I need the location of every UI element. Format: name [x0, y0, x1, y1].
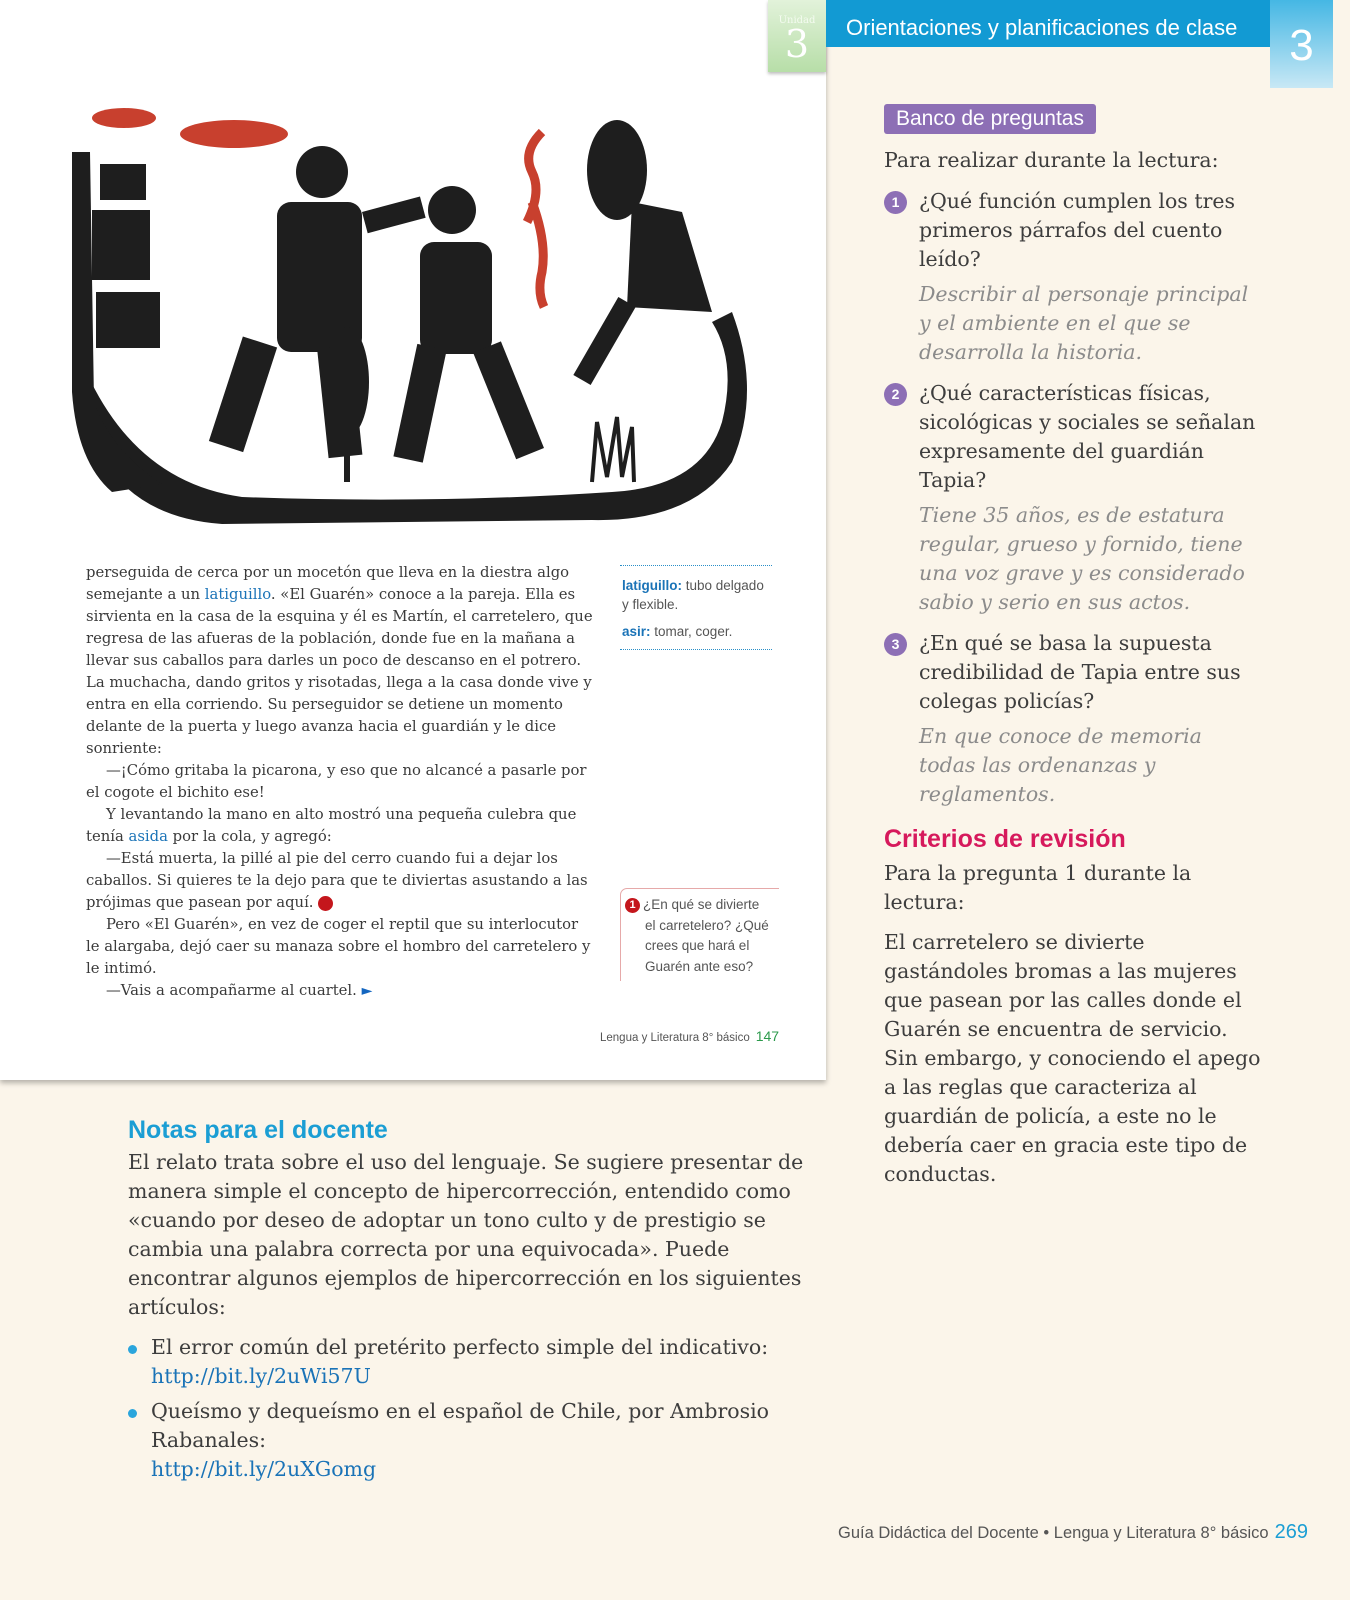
question-bank-lead: Para realizar durante la lectura: [884, 148, 1219, 172]
story-paragraph-4 [86, 848, 596, 914]
question-number: 3 [884, 633, 907, 656]
story-paragraph-3 [86, 804, 596, 848]
story-text-span: —Está muerta, la pillé al pie del cerro cuando fui a dejar los caballos. Si quieres te la dejo para que te diviertas asustando a las prójimas que pasean por aquí. [86, 850, 588, 911]
notes-bullet-text: Queísmo y dequeísmo en el español de Chile, por Ambrosio Rabanales: [151, 1399, 770, 1452]
guide-page-number: 269 [1274, 1521, 1308, 1543]
red-clouds [92, 108, 288, 148]
story-paragraph-1 [86, 562, 596, 760]
grass [592, 417, 634, 482]
side-question [620, 888, 779, 981]
cloud-small [92, 108, 156, 128]
story-text-span: Y levantando la mano en alto mostró una pequeña culebra que tenía [86, 806, 577, 845]
question-item [884, 187, 1264, 367]
policeman-arm [362, 196, 426, 233]
house-3 [96, 292, 160, 348]
carter-head [428, 186, 476, 234]
red-snake [527, 132, 544, 307]
policeman-leg-left [209, 336, 277, 452]
answer-text: Tiene 35 años, es de estatura regular, grueso y fornido, tiene una voz grave y es considerado sabio y serio en sus actos. [919, 503, 1245, 614]
glossary-definition: tubo delgado y flexible. [622, 578, 764, 612]
answer-text: En que conoce de memoria todas las ordenanzas y reglamentos. [919, 724, 1202, 806]
story-text-span: por la cola, y agregó: [167, 828, 332, 845]
criteria-body: El carretelero se divierte gastándoles bromas a las mujeres que pasean por las calles donde el Guarén se encuentra de servicio. Sin embargo, y conociendo el apego a las reglas que caracteriza al guardián de policía, a este no le debería caer en gracia este tipo de conductas. [884, 930, 1261, 1186]
story-text-span: perseguida de cerca por un mocetón que lleva en la diestra algo semejante a un [86, 564, 570, 603]
notes-body: El relato trata sobre el uso del lenguaje. Se sugiere presentar de manera simple el concepto de hipercorrección, entendido como «cuando por deseo de adoptar un tono culto y de prestigio se cambia una palabra correcta por una equivocada». Puede encontrar algunos ejemplos de hipercorrección en los siguientes artículos: [128, 1150, 804, 1319]
glossary-word-asida[interactable]: asida [128, 828, 168, 845]
carter-man [393, 186, 544, 463]
carter-leg-right [473, 341, 544, 459]
glossary-term: latiguillo: [622, 578, 682, 593]
book-folio-text: Lengua y Literatura 8° básico [600, 1032, 750, 1044]
unit-number: 3 [784, 22, 810, 66]
glossary-box [620, 565, 772, 650]
teacher-notes [128, 1114, 838, 1490]
section-header: Orientaciones y planificaciones de clase [826, 0, 1270, 47]
article-link[interactable]: http://bit.ly/2uXGomg [151, 1457, 377, 1481]
policeman-head [296, 146, 348, 198]
house-1 [100, 164, 146, 200]
carter-body [420, 242, 492, 354]
cloud-large [180, 120, 288, 148]
carter-leg-left [393, 344, 446, 463]
house-2 [92, 210, 150, 280]
glossary-term: asir: [622, 624, 651, 639]
guide-footer [838, 1521, 1308, 1544]
unit-label: Unidad [778, 15, 816, 26]
story-text [86, 562, 596, 1002]
glossary-word-latiguillo[interactable]: latiguillo [204, 586, 271, 603]
book-folio [600, 1028, 779, 1044]
woman-leg [573, 297, 635, 385]
bullet-dot-icon [128, 1345, 137, 1354]
tree [325, 327, 369, 437]
question-item [884, 629, 1264, 809]
side-question-marker: 1 [625, 898, 640, 913]
side-question-text: ¿En qué se divierte [643, 897, 760, 912]
chapter-number: 3 [1270, 0, 1333, 88]
story-text-span: —Vais a acompañarme al cuartel. [106, 982, 362, 999]
story-illustration [72, 92, 772, 532]
notes-bullet-list [128, 1333, 838, 1484]
question-number: 1 [884, 191, 907, 214]
notes-bullet [128, 1397, 838, 1484]
continue-arrow-icon: ► [361, 983, 373, 999]
running-woman [573, 120, 712, 385]
story-text-span: . «El Guarén» conoce a la pareja. Ella es sirvienta en la casa de la esquina y él es Martín, el carretelero, que regresa de las afueras de la población, donde fue en la mañana a llevar sus caballos para darles un poco de descanso en el potrero. La muchacha, dando gritos y risotadas, llega a la casa donde vive y entra en ella corriendo. Su perseguidor se detiene un momento delante de la puerta y luego avanza hacia el guardián y le dice sonriente: [86, 586, 593, 757]
notes-bullet-text: El error común del pretérito perfecto simple del indicativo: [151, 1335, 769, 1359]
notes-title: Notas para el docente [128, 1116, 388, 1144]
answer-text: Describir al personaje principal y el ambiente en el que se desarrolla la historia. [919, 282, 1249, 364]
glossary-entry [622, 576, 770, 614]
question-text: ¿En qué se basa la supuesta credibilidad de Tapia entre sus colegas policías? [919, 631, 1241, 713]
question-number: 2 [884, 383, 907, 406]
unit-tab [768, 0, 826, 72]
glossary-entry [622, 622, 770, 641]
side-question-first-line [625, 895, 775, 916]
tree-trunk [344, 422, 350, 482]
criteria-lead: Para la pregunta 1 durante la lectura: [884, 861, 1192, 914]
woman-dress [627, 202, 712, 312]
footer-text: Guía Didáctica del Docente • Lengua y Literatura 8° básico [837, 1524, 1269, 1542]
story-paragraph-6 [86, 980, 596, 1002]
question-bank-badge: Banco de preguntas [884, 104, 1096, 134]
book-page-number: 147 [755, 1028, 780, 1044]
side-question-rest: el carretelero? ¿Qué crees que hará el Guarén ante eso? [645, 917, 769, 974]
teacher-column [884, 104, 1264, 1189]
article-link[interactable]: http://bit.ly/2uWi57U [151, 1364, 371, 1388]
story-paragraph-2: —¡Cómo gritaba la picarona, y eso que no alcancé a pasarle por el cogote el bichito ese! [86, 762, 587, 801]
glossary-definition: tomar, coger. [650, 624, 733, 639]
question-text: ¿Qué características físicas, sicológicas y sociales se señalan expresamente del guardián Tapia? [919, 381, 1256, 492]
question-text: ¿Qué función cumplen los tres primeros párrafos del cuento leído? [919, 189, 1236, 271]
question-item [884, 379, 1264, 617]
notes-bullet [128, 1333, 838, 1391]
policeman [209, 146, 426, 458]
houses [92, 164, 160, 348]
bullet-dot-icon [128, 1409, 137, 1418]
note-marker[interactable]: 1 [318, 896, 333, 911]
criteria-title: Criterios de revisión [884, 825, 1126, 853]
story-paragraph-5: Pero «El Guarén», en vez de coger el reptil que su interlocutor le alargaba, dejó caer su manaza sobre el hombro del carretelero y le intimó. [86, 916, 591, 977]
